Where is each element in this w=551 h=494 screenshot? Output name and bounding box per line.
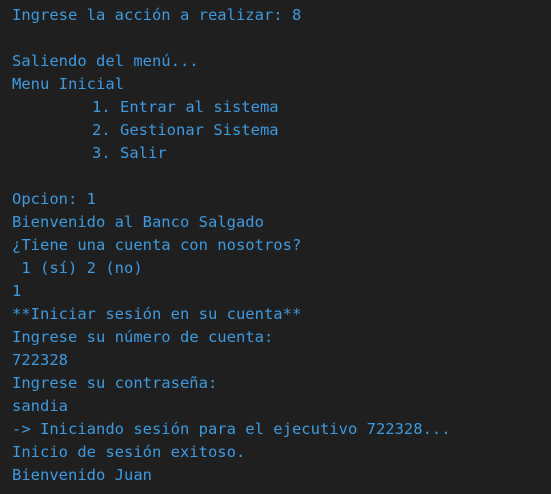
login-progress-line: -> Iniciando sesión para el ejecutivo 722328...	[12, 420, 451, 438]
login-header-line: **Iniciar sesión en su cuenta**	[12, 305, 302, 323]
menu-option-3: 3. Salir	[92, 144, 167, 162]
menu-option-2: 2. Gestionar Sistema	[92, 121, 279, 139]
welcome-bank-line: Bienvenido al Banco Salgado	[12, 213, 264, 231]
exit-menu-line: Saliendo del menú...	[12, 52, 199, 70]
menu-option-1: 1. Entrar al sistema	[92, 98, 279, 116]
login-success-line: Inicio de sesión exitoso.	[12, 443, 246, 461]
password-prompt: Ingrese su contraseña:	[12, 374, 218, 392]
account-number-value: 722328	[12, 351, 68, 369]
blank-line	[12, 165, 551, 188]
password-value: sandia	[12, 397, 68, 415]
account-number-prompt: Ingrese su número de cuenta:	[12, 328, 274, 346]
prompt-action-line: Ingrese la acción a realizar: 8	[12, 6, 302, 24]
option-input-line: Opcion: 1	[12, 190, 96, 208]
answer-line: 1	[12, 282, 22, 300]
account-question-line: ¿Tiene una cuenta con nosotros?	[12, 236, 302, 254]
welcome-user-line: Bienvenido Juan	[12, 466, 152, 484]
menu-title: Menu Inicial	[12, 75, 124, 93]
blank-line	[12, 27, 551, 50]
yes-no-options-line: 1 (sí) 2 (no)	[12, 259, 143, 277]
